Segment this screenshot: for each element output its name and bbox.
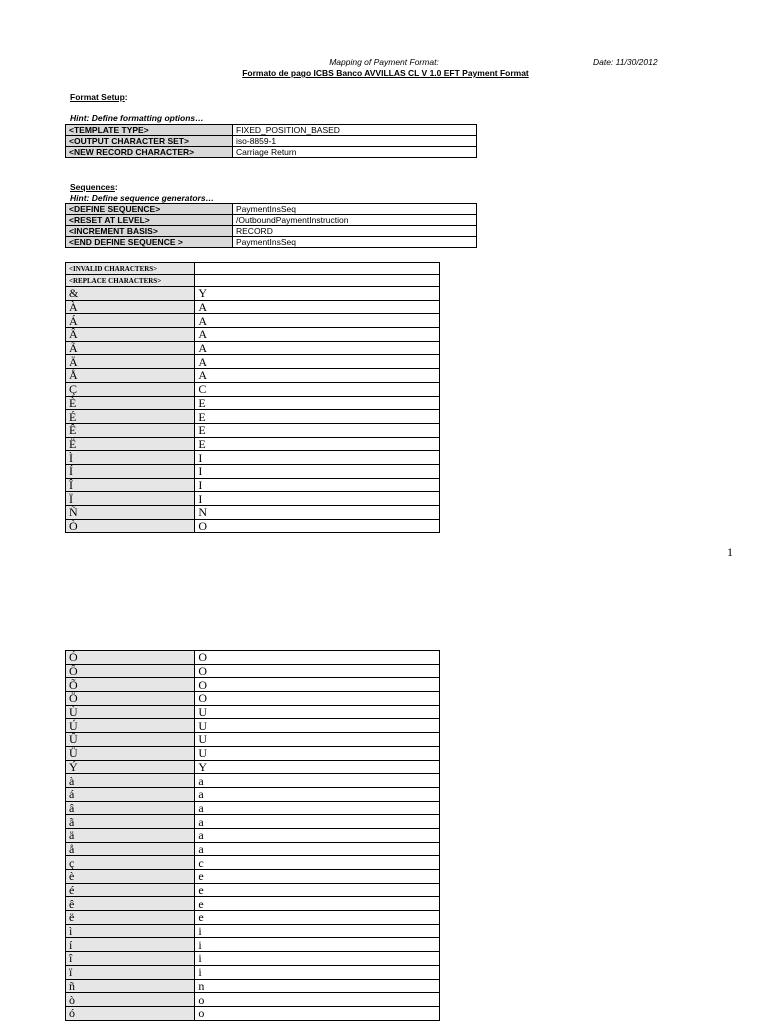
invalid-character: Ö	[66, 692, 195, 706]
table-row	[66, 828, 440, 842]
replacement-character: I	[195, 478, 440, 492]
table-row	[66, 692, 440, 706]
replacement-character: e	[195, 883, 440, 897]
replacement-character: n	[195, 979, 440, 993]
invalid-character: Ë	[66, 437, 195, 451]
invalid-character: Ù	[66, 705, 195, 719]
replacement-character: U	[195, 733, 440, 747]
row-value: FIXED_POSITION_BASED	[233, 125, 477, 136]
row-value: PaymentInsSeq	[233, 237, 477, 248]
table-row	[66, 492, 440, 506]
replacement-character: A	[195, 355, 440, 369]
replacement-character: A	[195, 300, 440, 314]
replacement-character: i	[195, 924, 440, 938]
table-row	[66, 924, 440, 938]
row-value: Carriage Return	[233, 147, 477, 158]
replacement-character: A	[195, 341, 440, 355]
invalid-character: ñ	[66, 979, 195, 993]
table-row	[66, 897, 440, 911]
invalid-character: È	[66, 396, 195, 410]
replacement-character: N	[195, 506, 440, 520]
table-row	[66, 451, 440, 465]
replacement-character: c	[195, 856, 440, 870]
invalid-character: Ñ	[66, 506, 195, 520]
table-row	[66, 870, 440, 884]
header-value	[195, 263, 440, 275]
row-key: <RESET AT LEVEL>	[66, 215, 233, 226]
table-row	[66, 478, 440, 492]
replacement-character: A	[195, 328, 440, 342]
invalid-character: Õ	[66, 678, 195, 692]
invalid-character: Á	[66, 314, 195, 328]
replacement-character: O	[195, 692, 440, 706]
table-row	[66, 506, 440, 520]
row-value: iso-8859-1	[233, 136, 477, 147]
table-row	[66, 519, 440, 533]
table-row	[66, 204, 477, 215]
table-row	[66, 147, 477, 158]
replacement-character: A	[195, 314, 440, 328]
sequences-hint: Hint: Define sequence generators…	[70, 193, 215, 203]
row-value: /OutboundPaymentInstruction	[233, 215, 477, 226]
table-row	[66, 678, 440, 692]
replacement-character: i	[195, 938, 440, 952]
replacement-character: E	[195, 396, 440, 410]
invalid-character: Ç	[66, 382, 195, 396]
invalid-character: Ý	[66, 760, 195, 774]
invalid-character: Â	[66, 328, 195, 342]
table-row	[66, 965, 440, 979]
table-row	[66, 801, 440, 815]
invalid-character: ì	[66, 924, 195, 938]
table-row	[66, 215, 477, 226]
row-value: PaymentInsSeq	[233, 204, 477, 215]
invalid-character: ä	[66, 828, 195, 842]
table-row	[66, 328, 440, 342]
character-replacement-table-continued	[65, 650, 440, 1021]
invalid-character: É	[66, 410, 195, 424]
invalid-character: &	[66, 287, 195, 301]
replacement-character: o	[195, 993, 440, 1007]
table-row	[66, 664, 440, 678]
table-row	[66, 993, 440, 1007]
invalid-character: è	[66, 870, 195, 884]
replacement-character: a	[195, 842, 440, 856]
replacement-character: e	[195, 870, 440, 884]
sequences-heading: Sequences:	[70, 182, 118, 192]
replacement-character: I	[195, 451, 440, 465]
format-setup-heading: Format Setup:	[70, 92, 128, 102]
header-value	[195, 275, 440, 287]
document-title: Mapping of Payment Format:	[329, 57, 439, 67]
table-row	[66, 1006, 440, 1020]
table-row	[66, 125, 477, 136]
table-row	[66, 746, 440, 760]
table-row	[66, 760, 440, 774]
replacement-character: i	[195, 952, 440, 966]
table-row	[66, 237, 477, 248]
table-row	[66, 787, 440, 801]
row-value: RECORD	[233, 226, 477, 237]
invalid-character: Ï	[66, 492, 195, 506]
table-row	[66, 911, 440, 925]
row-key: <OUTPUT CHARACTER SET>	[66, 136, 233, 147]
invalid-character: Ú	[66, 719, 195, 733]
replacement-character: e	[195, 911, 440, 925]
invalid-character: À	[66, 300, 195, 314]
replacement-character: a	[195, 774, 440, 788]
invalid-character: Ä	[66, 355, 195, 369]
table-row	[66, 856, 440, 870]
table-row	[66, 369, 440, 383]
table-row	[66, 226, 477, 237]
invalid-character: î	[66, 952, 195, 966]
table-row	[66, 396, 440, 410]
replacement-character: a	[195, 828, 440, 842]
invalid-character: Î	[66, 478, 195, 492]
table-row	[66, 423, 440, 437]
table-header-row	[66, 263, 440, 275]
invalid-character: ë	[66, 911, 195, 925]
invalid-character: ã	[66, 815, 195, 829]
table-row	[66, 314, 440, 328]
page-number: 1	[727, 545, 733, 559]
invalid-character: ç	[66, 856, 195, 870]
invalid-character: Ó	[66, 651, 195, 665]
replacement-character: U	[195, 719, 440, 733]
table-row	[66, 136, 477, 147]
table-row	[66, 719, 440, 733]
table-row	[66, 938, 440, 952]
invalid-character: Ô	[66, 664, 195, 678]
invalid-character: ï	[66, 965, 195, 979]
invalid-character: Å	[66, 369, 195, 383]
format-setup-table	[65, 124, 477, 158]
document-date: Date: 11/30/2012	[593, 57, 658, 67]
invalid-character: ó	[66, 1006, 195, 1020]
row-key: <END DEFINE SEQUENCE >	[66, 237, 233, 248]
replacement-character: O	[195, 678, 440, 692]
replacement-character: I	[195, 492, 440, 506]
header-key: <REPLACE CHARACTERS>	[66, 275, 195, 287]
replacement-character: a	[195, 815, 440, 829]
replacement-character: E	[195, 423, 440, 437]
replacement-character: E	[195, 410, 440, 424]
replacement-character: E	[195, 437, 440, 451]
table-row	[66, 341, 440, 355]
invalid-character: Ì	[66, 451, 195, 465]
replacement-character: O	[195, 664, 440, 678]
replacement-character: A	[195, 369, 440, 383]
invalid-character: å	[66, 842, 195, 856]
replacement-character: o	[195, 1006, 440, 1020]
invalid-character: ê	[66, 897, 195, 911]
row-key: <DEFINE SEQUENCE>	[66, 204, 233, 215]
table-row	[66, 300, 440, 314]
replacement-character: a	[195, 801, 440, 815]
invalid-character: à	[66, 774, 195, 788]
invalid-character: Ò	[66, 519, 195, 533]
invalid-character: í	[66, 938, 195, 952]
format-setup-hint: Hint: Define formatting options…	[70, 113, 204, 123]
table-row	[66, 464, 440, 478]
invalid-character: ò	[66, 993, 195, 1007]
table-row	[66, 355, 440, 369]
replacement-character: Y	[195, 287, 440, 301]
invalid-character: Ê	[66, 423, 195, 437]
header-key: <INVALID CHARACTERS>	[66, 263, 195, 275]
replacement-character: U	[195, 746, 440, 760]
invalid-character: á	[66, 787, 195, 801]
table-row	[66, 774, 440, 788]
row-key: <TEMPLATE TYPE>	[66, 125, 233, 136]
document-subtitle: Formato de pago ICBS Banco AVVILLAS CL V 1.0 EFT Payment Format	[242, 68, 529, 78]
sequences-table	[65, 203, 477, 248]
row-key: <INCREMENT BASIS>	[66, 226, 233, 237]
replacement-character: C	[195, 382, 440, 396]
replacement-character: a	[195, 787, 440, 801]
replacement-character: i	[195, 965, 440, 979]
table-row	[66, 842, 440, 856]
replacement-character: O	[195, 651, 440, 665]
table-row	[66, 952, 440, 966]
invalid-character: é	[66, 883, 195, 897]
replacement-character: O	[195, 519, 440, 533]
table-row	[66, 979, 440, 993]
replacement-character: Y	[195, 760, 440, 774]
table-row	[66, 651, 440, 665]
table-row	[66, 815, 440, 829]
invalid-character: Ü	[66, 746, 195, 760]
character-replacement-table	[65, 262, 440, 533]
invalid-character: Í	[66, 464, 195, 478]
invalid-character: â	[66, 801, 195, 815]
table-row	[66, 410, 440, 424]
replacement-character: e	[195, 897, 440, 911]
table-header-row	[66, 275, 440, 287]
invalid-character: Û	[66, 733, 195, 747]
table-row	[66, 382, 440, 396]
row-key: <NEW RECORD CHARACTER>	[66, 147, 233, 158]
table-row	[66, 287, 440, 301]
replacement-character: I	[195, 464, 440, 478]
table-row	[66, 437, 440, 451]
invalid-character: Ã	[66, 341, 195, 355]
replacement-character: U	[195, 705, 440, 719]
table-row	[66, 883, 440, 897]
table-row	[66, 733, 440, 747]
table-row	[66, 705, 440, 719]
